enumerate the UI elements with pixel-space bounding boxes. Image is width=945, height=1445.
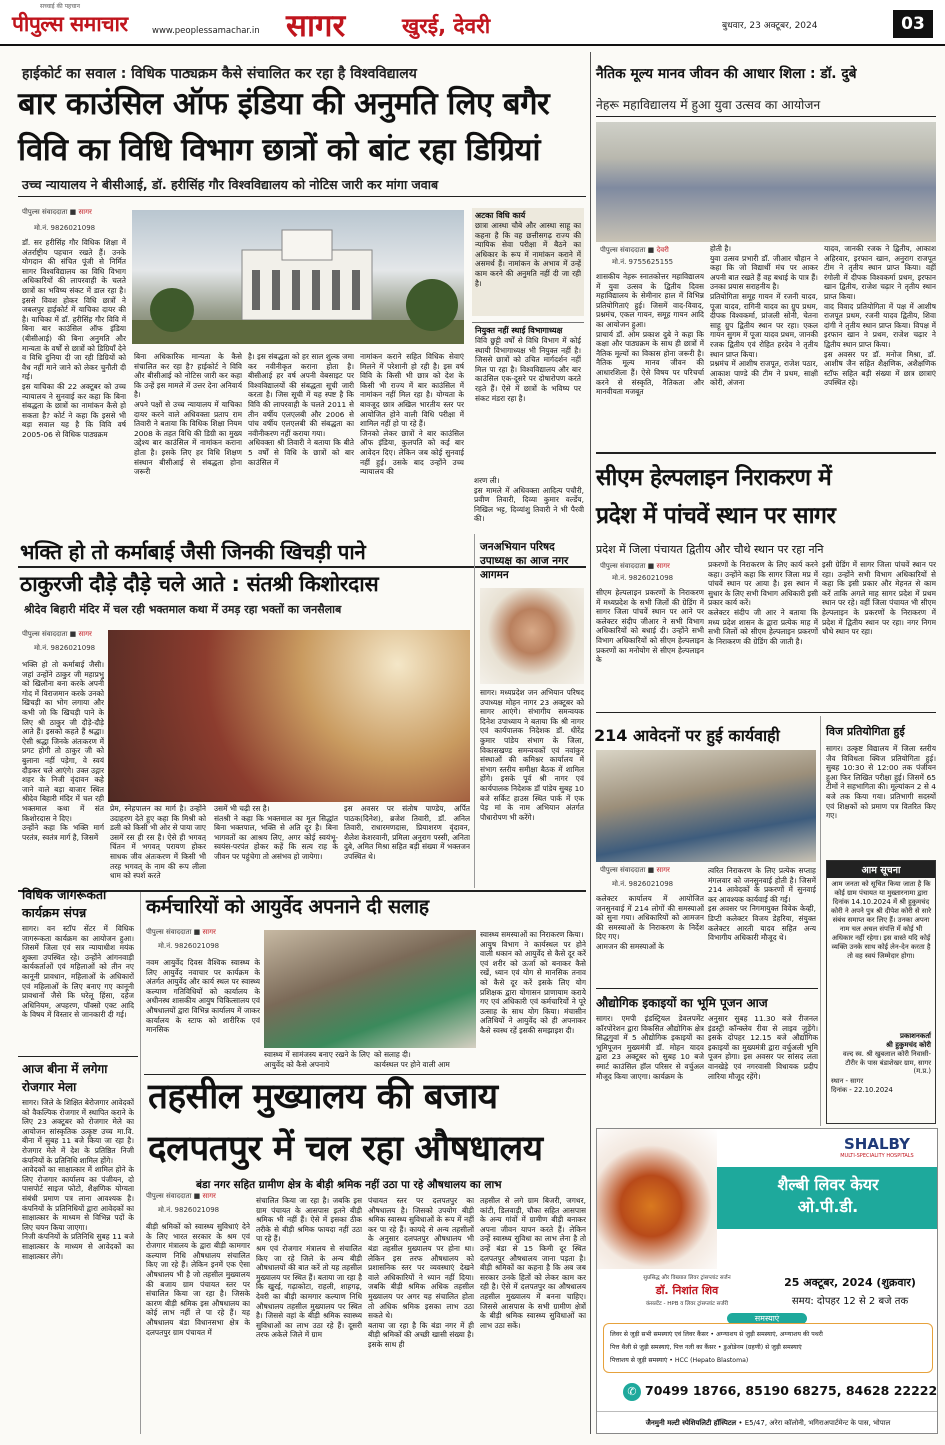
sidebar-box-2 xyxy=(472,322,584,472)
aushdhalay-column-1: बीड़ी श्रमिकों को स्वास्थ्य सुविधाएं देने के लिए भारत सरकार के श्रम एवं रोजगार मंत्रालय के द्वारा बीड़ी कामगार कल्याण निधि औषधालय संचालित किए जा रहे हैं। लेकिन इनमें एक ऐसा औषधालय भी है जो तहसील मुख्यालय की बजाय ग्राम पंचायत स्तर पर संचालित किया जा रहा है। जिसके कारण बीड़ी श्रमिक इस औषधालय का कोई लाभ नहीं ले पा रहे हैं। यह औषधालय बंडा विधानसभा क्षेत्र के दलपतपुर ग्राम पंचायत में xyxy=(146,1222,250,1337)
lead-column-4: नामांकन कराने सहित विधिक सेवाएं मिलने में परेशानी हो रही है। इस वर्ष विवि के किसी भी छात्र को देश के किसी भी राज्य में बार काउंसिल में नामांकन नहीं मिल रहा है। योग्यता के बावजूद छात्र अखिल भारतीय स्तर पर आयोजित होने वाली विधि परीक्षा में शामिल नहीं हो पा रहे हैं। जिनको लेकर छात्रों ने बार काउंसिल ऑफ इंडिया, कुलपति को कई बार आवेदन दिए। लेकिन जब कोई सुनवाई नहीं हुई। उसके बाद उन्होंने उच्च न्यायालय की xyxy=(360,352,464,477)
liver-illustration xyxy=(597,1129,717,1269)
doctor-label: सुप्रसिद्ध और विख्यात लिवर ट्रांसप्लांट सर्जन xyxy=(643,1275,731,1281)
rozgar-text: सागर। जिले के शिक्षित बेरोजगार आवेदकों को वैकल्पिक रोजगार में स्थापित कराने के लिए 23 अक्टूबर को रोजगार मेले का आयोजन सांस्कृतिक उत्कृष्ट उच्च मा.वि. बीना में सुबह 11 बजे किया जा रहा है। रोजगार मेले में देश के प्रतिष्ठित निजी कंपनियों के प्रतिनिधि शामिल होंगे। आवेदकों का साक्षात्कार में शामिल होने के लिए रोजगार कार्यालय का पंजीयन, दो पासपोर्ट साइज फोटो, शैक्षणिक योग्यता संबंधी प्रमाण पत्र लाना आवश्यक है। कंपनियों के प्रतिनिधियों द्वारा आवेदकों का साक्षात्कार के माध्यम से विभिन्न पदों के लिए चयन किया जाएगा। निजी कंपनियों के प्रतिनिधि सुबह 11 बजे साक्षात्कार के माध्यम से आवेदकों का साक्षात्कार लेंगे। xyxy=(22,1098,134,1261)
building-illustration xyxy=(132,210,464,344)
byline-place: सागर xyxy=(656,562,670,570)
problems-box xyxy=(603,1323,933,1373)
sidebar-box-1 xyxy=(472,208,584,316)
byline-reporter: पीपुल्स संवाददाता xyxy=(22,630,68,638)
vidhik-headline-1: विधिक जागरूकता xyxy=(22,887,107,902)
university-building-photo xyxy=(132,210,464,344)
naitik-column-1: शासकीय नेहरू स्नातकोत्तर महाविद्यालय में युवा उत्सव के द्वितीय दिवस महाविद्यालय के सेमीनार हाल में विभिन्न प्रतियोगिताएं हुई। जिसमें वाद-विवाद, प्रश्नमंच, एकल गायन, समूह गायन आदि का आयोजन हुआ। प्राचार्य डॉ. ओम प्रकाश दुबे ने कहा कि कक्षा और पाठ्यक्रम के साथ ही छात्रों में नैतिक मूल्यों का विकास होना जरूरी है। नैतिक मूल्य मानव जीवन की आधारशिला हैं। ऐसे विषय पर परिचर्चा करने से संस्कृति, नैतिकता और मानवीयता मजबूत xyxy=(596,272,704,397)
ad-time: समय: दोपहर 12 से 2 बजे तक xyxy=(791,1296,909,1307)
ad-title-1: शैल्बी लिवर केयर xyxy=(777,1175,879,1194)
cmhelpline-headline-2: प्रदेश में पांचवें स्थान पर सागर xyxy=(596,503,836,529)
byline-reporter: पीपुल्स संवाददाता xyxy=(22,208,68,216)
kirtan-column-2: प्रेम, स्नेहपालन का मार्ग है। उन्होंने उदाहरण देते हुए कहा कि मिश्री को डली को किसी भी ओर से पाया जाए उसमें रस ही रस है। ऐसे ही भगवत् चिंतन में भगवत् परायण होकर साधक जीव अंतःकरण में किसी भी तरह भगवत् के नाम की रूप लीला धाम को स्पर्श करते xyxy=(110,804,206,881)
byline-reporter: पीपुल्स संवाददाता xyxy=(146,1192,192,1200)
byline-place: सागर xyxy=(202,1192,216,1200)
byline-place: सागर xyxy=(78,208,92,216)
naitik-subhead: नेहरू महाविद्यालय में हुआ युवा उत्सव का आयोजन xyxy=(596,98,821,112)
ayurved-mobile: मो.नं. 9826021098 xyxy=(158,942,220,950)
box1-title: अटका विधि कार्य xyxy=(475,211,526,220)
byline-place: सागर xyxy=(656,866,670,874)
ayurved-byline: पीपुल्स संवाददाता ■ सागर xyxy=(146,928,216,936)
karyavahi-mobile: मो.नं. 9826021098 xyxy=(612,880,674,888)
aushdhalay-mobile: मो.नं. 9826021098 xyxy=(158,1206,220,1214)
vidhik-headline-2: कार्यक्रम संपन्न xyxy=(22,905,87,920)
aam-suchna-sign-title: प्रकाशनकर्ता xyxy=(900,1032,931,1040)
aam-suchna-title: आम सूचना xyxy=(827,861,935,878)
byline-reporter: पीपुल्स संवाददाता xyxy=(600,246,646,254)
kirtan-headline-2: ठाकुरजी दौड़े दौड़े चले आते : संतश्री किशोरदास xyxy=(20,572,379,596)
problem-item: पित्त थैली से जुड़ी समस्याएं, पित्त नली का कैंसर • डुओडेनम (ग्रहणी) से जुड़ी समस्याएं xyxy=(610,1344,802,1351)
karyavahi-column-2: त्वरित निराकरण के लिए प्रत्येक सप्ताह मंगलवार को जनसुनवाई होती है। जिसमें 214 आवेदकों के प्रकरणों में सुनवाई कर आवश्यक कार्यवाई की गई। इस अवसर पर निगमायुक्त विवेक केव्ही, डिप्टी कलेक्टर विजय डेहरिया, संयुक्त कलेक्टर आरती यादव सहित अन्य विभागीय अधिकारी मौजूद थे। xyxy=(708,866,816,943)
logo-tagline: सच्चाई की पहचान xyxy=(40,3,80,10)
vidhik-text: सागर। वन स्टॉप सेंटर में विधिक जागरूकता कार्यक्रम का आयोजन हुआ। जिसमें जिला एवं सत्र न्यायाधीश मयंक शुक्ला उपस्थित रहे। उन्होंने आंगनवाड़ी कार्यकर्ताओं एवं महिलाओं को तीन नए कानूनी प्रावधान, महिलाओं के अधिकारों एवं महिलाओं के लिए बनाए गए कानूनी प्रावधानों जैसे कि घरेलू हिंसा, दहेज अधिनियम, अपहरण, पॉक्सो एक्ट आदि के विषय में विस्तार से जानकारी दी गई। xyxy=(22,924,134,1020)
lead-headline-1: बार काउंसिल ऑफ इंडिया की अनुमति लिए बगैर xyxy=(18,86,550,122)
janabhiyan-headline: जनअभियान परिषद उपाध्यक्ष का आज नगर आगमन xyxy=(480,541,569,581)
rozgar-headline-1: आज बीना में लगेगा xyxy=(22,1062,108,1076)
shalby-brand-sub: MULTI-SPECIALITY HOSPITALS xyxy=(840,1153,914,1159)
rozgar-headline-2: रोजगार मेला xyxy=(22,1080,77,1094)
audyogik-column-1: सागर। एमपी इंडस्ट्रियल डेवलपमेंट कॉरपोरेशन द्वारा विकसित औद्योगिक क्षेत्र सिद्धगुवां में 5 औद्योगिक इकाइयों का भूमिपूजन मुख्यमंत्री डॉ. मोहन यादव द्वारा 23 अक्टूबर को सुबह 10 बजे स्मार्ट काउंसिल हॉल परिसर से वर्चुअल मौजूद किया जाएगा। कार्यक्रम के xyxy=(596,1014,704,1081)
cmhelpline-headline-1: सीएम हेल्पलाइन निराकरण में xyxy=(596,465,832,491)
lead-subhead: उच्च न्यायालय ने बीसीआई, डॉ. हरीसिंह गौर विश्वविद्यालय को नोटिस जारी कर मांगा जवाब xyxy=(22,177,439,192)
lead-column-3: है। इस संबद्धता को हर साल शुल्क जमा कर नवीनीकृत कराना होता है। बीसीआई हर वर्ष अपनी वेबसाइट पर विश्वविद्यालयों की संबद्धता सूची जारी करता है। जिस सूची में यह स्पष्ट है कि विवि की लापरवाही के चलते 2011 से तीन वर्षीय एलएलबी और 2006 से पांच वर्षीय एलएलबी की संबद्धता का नवीनीकरण नहीं कराया गया। अधिवक्ता श्री तिवारी ने बताया कि बीते 5 वर्षों से विधि के छात्रों को बार काउंसिल में xyxy=(248,352,354,467)
bhaktmal-katha-crowd-photo xyxy=(108,630,470,802)
doctor-name: डॉ. निशांत शिव xyxy=(655,1284,719,1297)
kirtan-byline: पीपुल्स संवाददाता ■ सागर xyxy=(22,630,92,638)
lead-column-1: डॉ. सर हरीसिंह गौर विधिक शिक्षा में अंतर्राष्ट्रीय पहचान रखते हैं। उनके योगदान की संचित पूंजी से निर्मित सागर विश्वविद्यालय का विधि विभाग अधिकारियों की लापरवाही के चलते छात्रों का भविष्य संकट में डाल रहा है। इससे विवश होकर विधि छात्रों ने जबलपुर हाईकोर्ट में याचिका दायर की है। याचिका में डॉ. हरीसिंह गौर विवि में बिना बार काउंसिल ऑफ इंडिया (बीसीआई) की बिना अनुमति और मान्यता के वर्षों से छात्रों को डिग्रियाँ देने व विधि दुनिया दी जा रही डिग्रियों को वैध नहीं माने जाने को लेकर चुनौती दी गई। इस याचिका की 22 अक्टूबर को उच्च न्यायालय ने सुनवाई कर कहा कि बिना संबद्धता के छात्रों का नामांकन कैसे हो सकता है? कोर्ट ने कहा कि इससे भी बड़ा सवाल यह है कि विवि वर्ष 2005-06 से विधिक पाठ्यक्रम xyxy=(22,238,126,439)
shalby-brand: SHALBY xyxy=(844,1135,910,1153)
naitik-column-2: होती है। युवा उत्सव प्रभारी डॉ. जीआर चौहान ने कहा कि जो विद्यार्थी मंच पर आकर अपनी बात रखते हैं वह बधाई के पात्र हैं। उनका प्रयास सराहनीय है। प्रतियोगिता समूह गायन में रजनी यादव, पूजा यादव, रागिनी यादव का ग्रुप प्रथम, दीपक विश्वकर्मा, प्रांजली सोनी, चेतना साहू ग्रुप द्वितीय स्थान पर रहा। एकल गायन सुगम में पूजा यादव प्रथम, जानकी रजक द्वितीय एवं रोहित हरदेव ने तृतीय स्थान प्राप्त किया। प्रश्नमंच में आशीष राजपूत, राजेश पठार, आकाश पाण्डे की टीम ने प्रथम, साक्षी कोरी, अंजना xyxy=(710,244,818,388)
lead-column-2: बिना अधिकारिक मान्यता के कैसे संचालित कर रहा है? हाईकोर्ट ने विवि और बीसीआई को नोटिस जारी कर कहा कि उन्हें इस मामले में उत्तर देना अनिवार्य है। अपने पक्षों से उच्च न्यायालय में याचिका दायर करने वाले अधिवक्ता प्रताप राम तिवारी ने बताया कि विधिक शिक्षा नियम 2008 के तहत विधि की डिग्री का मुख्य उद्देश्य बार काउंसिल में नामांकन कराना होता है। इसके लिए हर विधि शिक्षण संस्थान बीसीआई से संबद्धता होना जरूरी xyxy=(134,352,242,477)
city-title: सागर xyxy=(286,8,346,44)
ayurved-column-2: स्वास्थ्य में सामंजस्य बनाए रखने के लिए आयुर्वेद को कैसे अपनाये xyxy=(264,1050,370,1069)
aushdhalay-subhead: बंडा नगर सहित ग्रामीण क्षेत्र के बीड़ी श्रमिक नहीं उठा पा रहे औषधालय का लाभ xyxy=(196,1179,502,1191)
issue-date: बुधवार, 23 अक्टूबर, 2024 xyxy=(722,21,818,31)
newspaper-logo: पीपुल्स समाचार xyxy=(12,12,128,36)
ayurved-column-1: नवम आयुर्वेद दिवस वैश्विक स्वास्थ्य के लिए आयुर्वेद नवाचार पर कार्यक्रम के अंतर्गत आयुर्वेद और कार्य स्थल पर स्वास्थ्य कल्याण गतिविधियों को कार्यालय के अधीनस्थ शासकीय आयुष चिकित्सालय एवं औषधालयों द्वारा विभिन्न कार्यालय में जाकर कार्यालय के स्टाफ को शारीरिक एवं मानसिक xyxy=(146,958,260,1035)
cmhelpline-subhead: प्रदेश में जिला पंचायत द्वितीय और चौथे स्थान पर रहा ननि xyxy=(596,543,824,556)
naitik-column-3: यादव, जानकी रजक ने द्वितीय, आकाश अहिरवार, इरफान खान, अनुराग राजपूत टीम ने तृतीय स्थान प्राप्त किया। वहीं रंगोली में दीपक विश्वकर्मा प्रथम, इरफान खान द्वितीय, राजेश चढ़ार ने तृतीय स्थान प्राप्त किया। वाद विवाद प्रतियोगिता में पक्ष में आशीष राजपूत प्रथम, रजनी यादव द्वितीय, शिवा दांगी ने तृतीय स्थान प्राप्त किया। विपक्ष में इरफान खान ने प्रथम, राजेश चढ़ार ने द्वितीय स्थान प्राप्त किया। इस अवसर पर डॉ. मनोज मिश्रा, डॉ. आशीष जैन सहित शैक्षणिक, अशैक्षणिक स्टॉफ सहित बड़ी संख्या में छात्र छात्राएं उपस्थित रहे। xyxy=(824,244,936,388)
byline-reporter: पीपुल्स संवाददाता xyxy=(600,866,646,874)
box2-title: नियुक्त नहीं स्थाई विभागाध्यक्ष xyxy=(475,326,563,335)
ad-footer: जैनमुनी मल्टी स्पेशियलिटी हॉस्पिटल • E5/47, अरेरा कॉलोनी, भगिराअपार्टमेन्ट के पास, भोपाल xyxy=(597,1411,938,1434)
lead-byline: पीपुल्स संवाददाता ■ सागर xyxy=(22,208,92,216)
vij-headline: विज प्रतियोगिता हुई xyxy=(826,725,905,738)
aushdhalay-column-4: तहसील से लगे ग्राम बिजरी, जगथर, कांटी, डिलवाड़ी, चौका सहित आसपास के अन्य गांवों में ग्रामीण बीड़ी बनाकर अपना जीवन यापन करते हैं। लेकिन उन्हें स्वास्थ्य सुविधा का लाभ लेना है तो उन्हें बंडा से 15 किमी दूर स्थित दलपतपुर औषधालय जाना पड़ता है। बीड़ी श्रमिकों का कहना है कि अब जब सरकार उनके हितों को लेकर काम कर रही है। ऐसे में दलपतपुर का औषधालय तहसील मुख्यालय में बनना चाहिए। जिससे आसपास के सभी ग्रामीण क्षेत्रों के बीड़ी श्रमिक स्वास्थ्य सुविधाओं का लाभ उठा सकें। xyxy=(480,1196,586,1330)
masthead xyxy=(0,0,945,46)
ad-date: 25 अक्टूबर, 2024 (शुक्रवार) xyxy=(784,1276,916,1289)
kirtan-column-1: भक्ति हो तो कर्माबाई जैसी। जहां उन्होंने ठाकुर जी महाप्रभु को खिलौना बना करके अपनी गोद में विराजमान करके उनको खिचड़ी का भोग लगाया और कभी जो कि खिचड़ी पाने के लिए श्री ठाकुर जी दौड़े-दौड़े आते हैं। इसको कहते हैं श्रद्धा। ऐसी श्रद्धा जिनके अंतःकरण में प्रगट होगी तो ठाकुर जी को बुलाना नहीं पड़ेगा, वे स्वयं दौड़कर चले आएंगे। उक्त उद्गार शहर के निजी वृंदावन कहे जाने वाले बड़ा बाजार स्थित श्रीदेव बिहारी मंदिर में चल रही भक्तमाल कथा में संत किशोरदास ने दिए। उन्होंने कहा कि भक्ति मार्ग परतंत्र, स्वतंत्र मार्ग है, जिसमें xyxy=(22,660,104,842)
karyavahi-headline: 214 आवेदनों पर हुई कार्यवाही xyxy=(594,726,780,745)
byline-reporter: पीपुल्स संवाददाता xyxy=(146,928,192,936)
audyogik-headline: औद्योगिक इकाइयों का भूमि पूजन आज xyxy=(596,996,768,1010)
doctor-desc: कंसल्टेंट - HPB व लिवर ट्रांसप्लांट सर्जरी xyxy=(645,1301,729,1307)
byline-place: सागर xyxy=(202,928,216,936)
jansunvai-photo xyxy=(596,750,816,862)
byline-place: देवरी xyxy=(656,246,669,254)
kirtan-column-3: उसमें भी चढ़ी रस है। संतश्री ने कहा कि भक्तमाल का मूल सिद्धांत बिना भक्तपाल, भक्ति से अति दूर है। बिना भागवतों का आश्रय लिए, अगर कोई स्वयंभू-स्वयंस-परपंत होकर कहें कि सत्य राह के जीवन पर पहुंचेगा तो असंभव हो जायेगा। xyxy=(214,804,338,861)
box2-text: विवि छुट्टी वर्षों से विधि विभाग में कोई स्थायी विभागाध्यक्ष भी नियुक्त नहीं है। जिससे छात्रों को उचित मार्गदर्शन नहीं मिल पा रहा है। विश्वविद्यालय और बार काउंसिल एक-दूसरे पर दोषारोपण करते रहते हैं। ऐसे में छात्रों के भविष्य पर संकट मंडरा रहा है। xyxy=(475,336,581,403)
problems-title: समस्याएं xyxy=(727,1313,807,1324)
aam-suchna-box xyxy=(826,860,936,1124)
ad-hospital-name: जैनमुनी मल्टी स्पेशियलिटी हॉस्पिटल xyxy=(645,1419,737,1427)
shalby-liver-ad xyxy=(596,1128,938,1434)
kirtan-subhead: श्रीदेव बिहारी मंदिर में चल रही भक्तमाल कथा में उमड़ रहा भक्तों का जनसैलाब xyxy=(24,603,342,616)
naitik-mobile: मो.नं. 9755625155 xyxy=(612,258,674,266)
phone-icon: ✆ xyxy=(623,1383,641,1401)
page-number: 03 xyxy=(893,10,933,38)
lead-column-5: शरण ली। इस मामले में अधिवक्ता आदित्य पचौरी, प्रवीण तिवारी, दिव्या कुमार वर्ल्डेय, निखिल भट्ट, दिव्यांशु तिवारी ने भी पैरवी की। xyxy=(474,476,584,524)
ad-hospital-address: E5/47, अरेरा कॉलोनी, भगिराअपार्टमेन्ट के पास, भोपाल xyxy=(744,1419,891,1427)
lead-kicker: हाईकोर्ट का सवाल : विधिक पाठ्यक्रम कैसे संचालित कर रहा है विश्वविद्यालय xyxy=(22,66,417,82)
janabhiyan-text: सागर। मध्यप्रदेश जन अभियान परिषद उपाध्यक्ष मोहन नागर 23 अक्टूबर को सागर आएंगे। संभागीय समन्वयक दिनेश उपाध्याय ने बताया कि श्री नागर एवं कार्यपालक निदेशक डॉ. धीरेंद्र कुमार पांडेय संभाग के जिला, विकासखण्ड समन्वयकों एवं नवांकुर संस्थाओं की कमिश्नर कार्यालय में संभाग स्तरीय समीक्षा बैठक में शामिल होंगे। इसके पूर्व श्री नागर एवं कार्यपालक निदेशक डॉ पांडेय सुबह 10 बजे सर्किट हाउस स्थित पार्क में एक पेड़ मां के नाम अभियान अंतर्गत पौधारोपण भी करेंगे। xyxy=(480,688,584,822)
problem-item: पित्ताशय से जुड़ी समस्याएं • HCC (Hepato Blastoma) xyxy=(610,1357,749,1364)
aushdhalay-column-2: संचालित किया जा रहा है। जबकि इस ग्राम पंचायत के आसपास इतने बीड़ी श्रमिक भी नहीं हैं। ऐसे में इसका ठीक तरीके से बीड़ी श्रमिक फायदा नहीं उठा पा रहे हैं। श्रम एवं रोजगार मंत्रालय से संचालित किए जा रहे जिले के अन्य बीड़ी औषधालयों की बात करें तो यह तहसील मुख्यालय पर स्थित हैं। बताया जा रहा है कि खुरई, गढ़ाकोटा, राहली, शाहगढ़, देवरी का बीड़ी कामगार कल्याण निधि औषधालय तहसील मुख्यालय पर स्थित है। जिससे वहां के बीड़ी श्रमिक स्वास्थ्य सुविधाओं का लाभ उठा रहे हैं। दूसरी तरफ अकेले जिले में ग्राम xyxy=(256,1196,362,1340)
aushdhalay-byline: पीपुल्स संवाददाता ■ सागर xyxy=(146,1192,216,1200)
ad-title-banner xyxy=(717,1167,938,1229)
audyogik-column-2: अनुसार सुबह 11.30 बजे रीजनल इंडस्ट्री कॉन्क्लेव रीवा से लाइव जुड़ेंगे। इसके दोपहर 12.15 बजे औद्योगिक इकाइयों का मुख्यमंत्री द्वारा वर्चुअली भूमि पूजन होगा। इस अवसर पर सांसद लता वानखेड़े एवं नगरवासी विधायक प्रदीप लारिया मौजूद रहेंगे। xyxy=(708,1014,818,1081)
aushdhalay-column-3: पंचायत स्तर पर दलपतपुर का औषधालय है। जिसको उपयोग बीड़ी श्रमिक स्वास्थ्य सुविधाओं के रूप में नहीं कर पा रहे हैं। कायदे से अन्य तहसीलों के अनुसार दलपतपुर औषधालय भी बंडा तहसील मुख्यालय पर होना था। लेकिन इस तरफ औषधालय को प्रशासनिक स्तर पर व्यवस्थाएं देखने वाले अधिकारियों ने ध्यान नहीं दिया। जबकि बीड़ी श्रमिक अधिक तहसील मुख्यालय पर अगर यह संचालित होता तो अधिक श्रमिक इसका लाभ उठा सकते थे। बताया जा रहा है कि बंडा नगर में ही बीड़ी श्रमिकों की अच्छी खासी संख्या है। इसके साथ ही xyxy=(368,1196,474,1349)
ayurved-column-3: को सलाह दी। कार्यस्थल पर होने वाली आम xyxy=(374,1050,450,1069)
cmhelpline-column-2: प्रकरणों के निराकरण के लिए कार्य करने कहा। उन्होंने कहा कि सागर जिला मप्र में पांचवें स्थान पर आया है। इस स्थान में सुधार के लिए सभी विभाग अधिकारी इसी प्रकार कार्य करें। कलेक्टर संदीप जी आर ने बताया कि मध्य प्रदेश शासन के द्वारा प्रत्येक माह में सभी जिलों को सीएम हेल्पलाइन प्रकरणों के निराकरण की ग्रेडिंग की जाती है। xyxy=(708,560,818,646)
vij-text: सागर। उत्कृष्ट विद्यालय में जिला स्तरीय जैव विविधता क्विज प्रतियोगिता हुई। सुबह 10:30 से 12:00 तक पंजीयन हुआ फिर लिखित परीक्षा हुई। जिसमें 65 टीमों ने सहभागिता की। मूल्यांकन 2 से 4 बजे तक किया गया। प्रतिभागी सदस्यों एवं शिक्षकों को प्रमाण पत्र वितरित किए गए। xyxy=(826,744,936,821)
ayurved-headline: कर्मचारियों को आयुर्वेद अपनाने दी सलाह xyxy=(146,895,429,918)
mohan-nagar-portrait xyxy=(480,588,584,684)
aam-suchna-date: दिनांक - 22.10.2024 xyxy=(831,1085,893,1094)
youth-festival-classroom-photo xyxy=(596,122,936,242)
cmhelpline-mobile: मो.नं. 9826021098 xyxy=(612,574,674,582)
ayurved-column-4: स्वास्थ्य समस्याओं का निराकरण किया। आयुष विभाग ने कार्यस्थल पर होने वाली थकान को आयुर्वेद से कैसे दूर करें एवं शरीर को ऊर्जा को बनाकर कैसे रखें, ध्यान एवं योग से मानसिक तनाव को कैसे दूर करें इसके लिए योग प्रशिक्षक द्वारा योगासन प्राणायाम कराये गए एवं अधिकारी एवं कर्मचारियों ने पूरे उत्साह के साथ योग किया। मंचासीन अतिथियों ने आयुर्वेद को ही अपनाकर कैसे स्वस्थ रहें इसकी समझाइश दी। xyxy=(480,930,586,1035)
lead-headline-2: विवि का विधि विभाग छात्रों को बांट रहा डिग्रियां xyxy=(18,132,541,168)
byline-reporter: पीपुल्स संवाददाता xyxy=(600,562,646,570)
kirtan-mobile: मो.नं. 9826021098 xyxy=(34,644,96,652)
aushdhalay-headline-2: दलपतपुर में चल रहा औषधालय xyxy=(148,1129,543,1169)
lead-mobile: मो.नं. 9826021098 xyxy=(34,224,96,232)
problem-item: लिवर से जुड़ी सभी समस्याएं एवं लिवर कैंसर • अग्न्याशय से जुड़ी समस्याएं, अग्न्याशय की पथरी xyxy=(610,1331,823,1338)
aam-suchna-text: आम जनता को सूचित किया जाता है कि कोई ग्राम पंचायत या मुख्तारनामा द्वारा दिनांक 14.10.2024 में श्री हुकुमचंद कोरी ने अपने पुत्र श्री दीपेश कोरी से सारे संबंध समाप्त कर लिए हैं। उनका अपना नाम चल अचल संपत्ति में कोई भी अधिकार नहीं रहेगा। इस वास्ते यदि कोई व्यक्ति उनके साथ कोई लेन-देन करता है तो वह स्वयं जिम्मेदार होगा। xyxy=(830,880,932,960)
subcities: खुरई, देवरी xyxy=(402,14,491,38)
box1-text: छात्रा आस्था चौबे और आस्था साहू का कहना है कि वह छत्तीसगढ़ राज्य की न्यायिक सेवा परीक्षा में बैठने का अधिकार के रूप में नामांकन कराने में असमर्थ हैं। नामांकन के अभाव में उन्हें काम करने की अनुमति नहीं दी जा रही है। xyxy=(475,221,581,288)
byline-place: सागर xyxy=(78,630,92,638)
kirtan-headline-1: भक्ति हो तो कर्माबाई जैसी जिनकी खिचड़ी पाने xyxy=(20,540,366,564)
website[interactable]: www.peoplessamachar.in xyxy=(152,26,260,36)
ad-phones[interactable]: 70499 18766, 85190 68275, 84628 22222 xyxy=(645,1383,938,1398)
ad-title-2: ओ.पी.डी. xyxy=(797,1197,859,1216)
aam-suchna-address: वल्द स्व. श्री खुबलाल कोरी निवासी-टौरीर के पास बंडाशेखर ग्राम, सागर (म.प्र.) xyxy=(842,1050,931,1075)
karyavahi-byline: पीपुल्स संवाददाता ■ सागर xyxy=(600,866,670,874)
naitik-headline: नैतिक मूल्य मानव जीवन की आधार शिला : डॉ. दुबे xyxy=(596,66,857,82)
aam-suchna-place: स्थान - सागर xyxy=(831,1076,864,1085)
cmhelpline-column-1: सीएम हेल्पलाइन प्रकरणों के निराकरण में मध्यप्रदेश के सभी जिलों की ग्रेडिंग में सागर जिला पांचवें स्थान पर आने पर कलेक्टर संदीप जीआर ने सभी विभाग अधिकारियों को बधाई दी। उन्होंने सभी विभाग अधिकारियों को सीएम हेल्पलाइन प्रकरणों का मनोयोग से सीएम हेल्पलाइन के xyxy=(596,588,704,665)
karyavahi-column-1: कलेक्टर कार्यालय में आयोजित जनसुनवाई में 214 लोगों की समस्याओं को सुना गया। अधिकारियों को आमजन की समस्याओं के निराकरण के निर्देश दिए गए। आमजन की समस्याओं के xyxy=(596,894,704,951)
cmhelpline-column-3: इसी ग्रेडिंग में सागर जिला पांचवें स्थान पर रहा। उन्होंने सभी विभाग अधिकारियों से कहा कि इसी प्रकार और मेहनत से काम करें ताकि अगले माह सागर प्रदेश में प्रथम स्थान पर रहे। वहीं जिला पंचायत भी सीएम हेल्पलाइन के प्रकरणों के निराकरण में प्रदेश में द्वितीय स्थान पर रहा। नगर निगम चौथे स्थान पर रहा। xyxy=(822,560,936,637)
aushdhalay-headline-1: तहसील मुख्यालय की बजाय xyxy=(148,1077,498,1117)
cmhelpline-byline: पीपुल्स संवाददाता ■ सागर xyxy=(600,562,670,570)
kirtan-column-4: इस अवसर पर संतोष पाण्डेय, अर्पित पाठक(दिनेश), ब्रजेश तिवारी, डॉ. अनिल तिवारी, राधारमणदास, प्रियाशरण वृंदावन, शैलेश केशरवानी, प्रमिला अनुराग पस्सी, अनिता दुबे, अमित मिश्रा सहित बड़ी संख्या में भक्तजन उपस्थित थे। xyxy=(344,804,470,861)
ayurved-event-photo xyxy=(264,930,476,1048)
aam-suchna-signatory: श्री हुकुमचंद कोरी xyxy=(886,1041,931,1049)
naitik-byline: पीपुल्स संवाददाता ■ देवरी xyxy=(600,246,669,254)
